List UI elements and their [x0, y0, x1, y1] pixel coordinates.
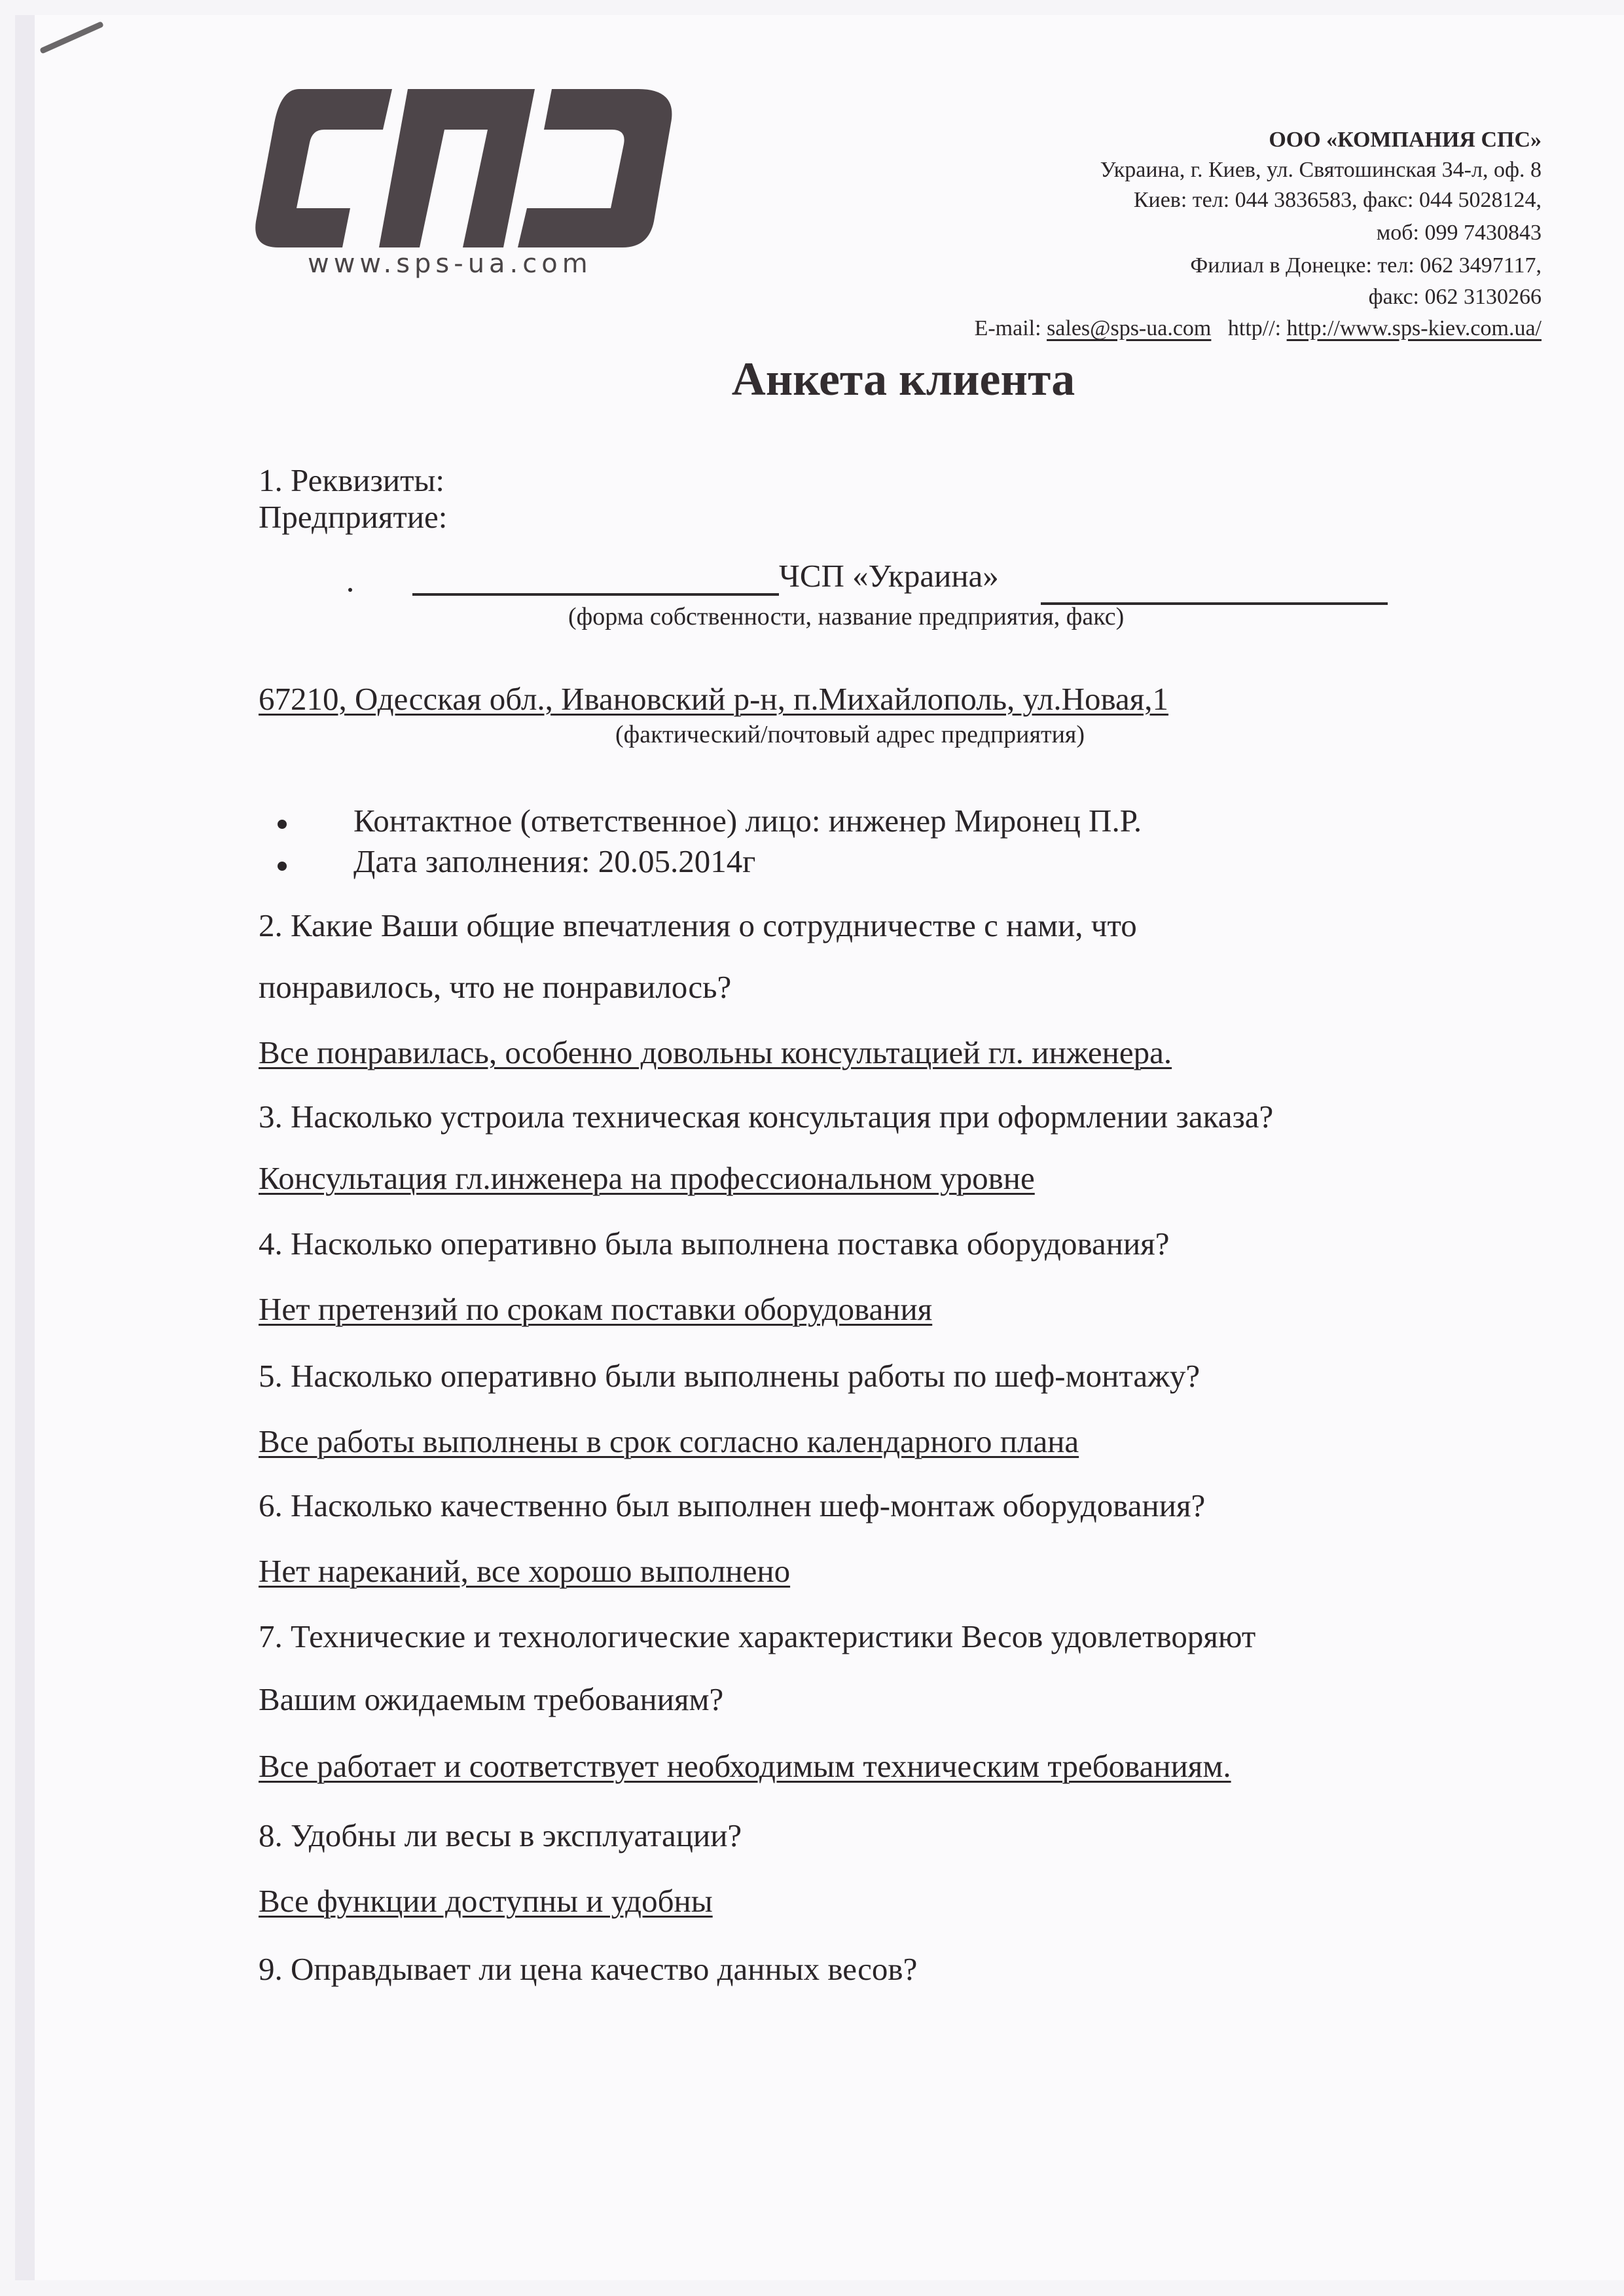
mobile-phone: моб: 099 7430843 [1376, 221, 1542, 245]
company-name: ООО «КОМПАНИЯ СПС» [1269, 128, 1542, 152]
question-2-line-1: 2. Какие Ваши общие впечатления о сотрудничестве с нами, что [259, 907, 1137, 943]
kiev-phones: Киев: тел: 044 3836583, факс: 044 5028124, [1133, 188, 1542, 212]
bullet-icon [278, 820, 287, 829]
web-label: http//: [1227, 316, 1282, 340]
stray-dot [348, 588, 352, 592]
email-link[interactable]: sales@sps-ua.com [1047, 316, 1212, 340]
question-8: 8. Удобны ли весы в эксплуатации? [259, 1817, 742, 1853]
bullet-icon [278, 862, 287, 871]
answer-7: Все работает и соответствует необходимым техническим требованиям. [259, 1748, 1231, 1784]
answer-4: Нет претензий по срокам поставки оборудования [259, 1291, 933, 1327]
donetsk-fax: факс: 062 3130266 [1368, 285, 1542, 309]
logo-letter-e [518, 89, 672, 247]
enterprise-label: Предприятие: [259, 499, 448, 535]
answer-3: Консультация гл.инженера на профессиональном уровне [259, 1160, 1035, 1196]
answer-2: Все понравилась, особенно довольны консультацией гл. инженера. [259, 1034, 1172, 1070]
logo-letter-p [379, 89, 535, 247]
question-9: 9. Оправдывает ли цена качество данных весов? [259, 1951, 918, 1987]
company-address: Украина, г. Киев, ул. Святошинская 34-л, оф. 8 [1100, 158, 1542, 182]
enterprise-value: ЧСП «Украина» [779, 558, 999, 594]
donetsk-branch: Филиал в Донецке: тел: 062 3497117, [1190, 253, 1542, 278]
answer-6: Нет нареканий, все хорошо выполнено [259, 1553, 791, 1589]
company-logo [252, 84, 677, 253]
question-7-line-2: Вашим ожидаемым требованиям? [259, 1681, 724, 1717]
question-3: 3. Насколько устроила техническая консультация при оформлении заказа? [259, 1099, 1274, 1135]
question-4: 4. Насколько оперативно была выполнена поставка оборудования? [259, 1226, 1170, 1262]
web-link[interactable]: http://www.sps-kiev.com.ua/ [1286, 316, 1542, 340]
address-value: 67210, Одесская обл., Ивановский р-н, п.Михайлополь, ул.Новая,1 [259, 681, 1169, 717]
logo-letter-c [255, 89, 392, 247]
question-7-line-1: 7. Технические и технологические характеристики Весов удовлетворяют [259, 1618, 1256, 1654]
fill-date: Дата заполнения: 20.05.2014г [353, 843, 756, 879]
enterprise-fill-line-left [412, 593, 779, 596]
address-hint: (фактический/почтовый адрес предприятия) [615, 721, 1085, 748]
contact-links [975, 317, 1542, 340]
question-6: 6. Насколько качественно был выполнен шеф-монтаж оборудования? [259, 1487, 1206, 1523]
page-title: Анкета клиента [731, 353, 1075, 405]
logo-url: www.sps-ua.com [308, 249, 592, 279]
answer-5: Все работы выполнены в срок согласно календарного плана [259, 1423, 1079, 1459]
enterprise-hint: (форма собственности, название предприятия, факс) [568, 603, 1125, 630]
contact-person: Контактное (ответственное) лицо: инженер Миронец П.Р. [353, 803, 1142, 839]
answer-8: Все функции доступны и удобны [259, 1883, 713, 1919]
email-label: E-mail: [974, 316, 1041, 340]
section1-heading: 1. Реквизиты: [259, 462, 445, 498]
question-5: 5. Насколько оперативно были выполнены работы по шеф-монтажу? [259, 1358, 1200, 1394]
question-2-line-2: понравилось, что не понравилось? [259, 969, 732, 1005]
